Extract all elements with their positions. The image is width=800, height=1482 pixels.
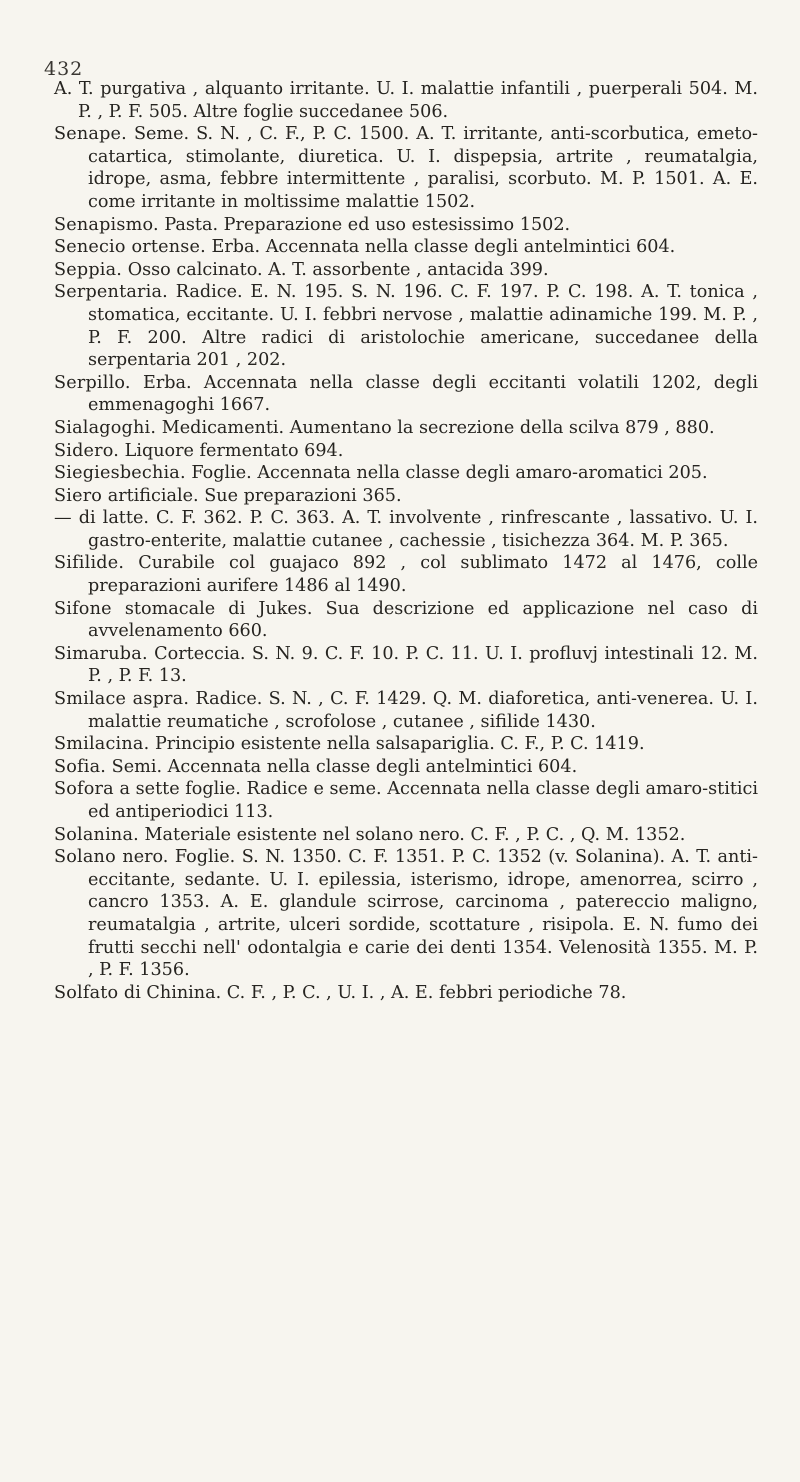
entry-head: Smilace aspra. bbox=[54, 689, 190, 710]
entry-text: Principio esistente nella salsapariglia. C. F., P. C. 1419. bbox=[149, 734, 645, 755]
entry-text: Osso calcinato. A. T. assorbente , antacida 399. bbox=[122, 259, 549, 280]
index-entry bbox=[54, 756, 758, 779]
entry-head: Serpillo. bbox=[54, 372, 131, 393]
entry-head: Solanina. bbox=[54, 824, 139, 845]
index-entry bbox=[54, 372, 758, 417]
entry-head: Siero bbox=[54, 485, 103, 506]
entry-head: Senecio ortense. bbox=[54, 237, 206, 258]
entry-text: Curabile col guajaco 892 , col sublimato 1472 al 1476, colle preparazioni aurifere 1486 al 1490. bbox=[88, 553, 758, 597]
entry-text: Pasta. Preparazione ed uso estesissimo 1502. bbox=[158, 214, 571, 235]
index-entry bbox=[54, 259, 758, 282]
entry-head: Seppia. bbox=[54, 259, 123, 280]
index-entry bbox=[54, 462, 758, 485]
index-entry bbox=[54, 78, 758, 123]
entry-text: Erba. Accennata nella classe degli antelmintici 604. bbox=[205, 237, 676, 258]
entry-text: di latte. C. F. 362. P. C. 363. A. T. involvente , rinfrescante , lassativo. U. I. gastro-enterite, malattie cutanee , cachessie , tisichezza 364. M. P. 365. bbox=[71, 508, 758, 551]
index-entry bbox=[54, 824, 758, 847]
entry-head: Siegiesbechia. bbox=[54, 463, 186, 484]
index-entry bbox=[54, 598, 758, 643]
entry-text: A. T. purgativa , alquanto irritante. U. I. malattie infantili , puerperali 504. M. P. , P. F. 505. Altre foglie succedanee 506. bbox=[54, 79, 758, 122]
entry-head: Simaruba. bbox=[54, 643, 148, 664]
entry-text: Foglie. Accennata nella classe degli amaro-aromatici 205. bbox=[185, 463, 708, 484]
index-entry bbox=[54, 846, 758, 982]
index-entry bbox=[54, 552, 758, 597]
index-entry bbox=[54, 281, 758, 371]
entry-text: Radice. E. N. 195. S. N. 196. C. F. 197. P. C. 198. A. T. tonica , stomatica, eccitante. U. I. febbri nervose , malattie adinamiche 199. M. P. , P. F. 200. Altre radici di aristolochie americane, succedanee della serpentaria 201 , 202. bbox=[88, 282, 758, 371]
entry-head: Senapismo. bbox=[54, 214, 159, 235]
index-entry bbox=[54, 507, 758, 552]
entry-text: stomacale di Jukes. Sua descrizione ed applicazione nel caso di avvelenamento 660. bbox=[88, 598, 758, 642]
index-entry bbox=[54, 236, 758, 259]
index-entry bbox=[54, 214, 758, 237]
index-entry bbox=[54, 123, 758, 213]
entry-text: Liquore fermentato 694. bbox=[119, 440, 344, 461]
entry-text: Medicamenti. Aumentano la secrezione della scilva 879 , 880. bbox=[156, 417, 715, 438]
index-entry bbox=[54, 485, 758, 508]
entry-head: Senape. bbox=[54, 124, 127, 145]
index-entry bbox=[54, 440, 758, 463]
index-entry bbox=[54, 688, 758, 733]
entry-text: di Chinina. C. F. , P. C. , U. I. , A. E. febbri periodiche 78. bbox=[118, 982, 627, 1003]
index-entry bbox=[54, 982, 758, 1005]
page-number: 432 bbox=[44, 58, 84, 80]
entry-text: Semi. Accennata nella classe degli antelmintici 604. bbox=[106, 756, 578, 777]
entry-text: artificiale. Sue preparazioni 365. bbox=[102, 485, 402, 506]
entry-text: a sette foglie. Radice e seme. Accennata nella classe degli amaro-stitici ed antiperiodici 113. bbox=[88, 779, 758, 822]
entry-head: — bbox=[54, 508, 72, 529]
entry-head: Smilacina. bbox=[54, 734, 150, 755]
index-entry bbox=[54, 733, 758, 756]
entry-text: Radice. S. N. , C. F. 1429. Q. M. diaforetica, anti-venerea. U. I. malattie reumatiche , scrofolose , cutanee , sifilide 1430. bbox=[88, 689, 758, 732]
entry-head: Solfato bbox=[54, 982, 119, 1003]
entry-head: Sidero. bbox=[54, 440, 120, 461]
entry-head: Serpentaria. bbox=[54, 282, 168, 303]
entry-text: Materiale esistente nel solano nero. C. F. , P. C. , Q. M. 1352. bbox=[138, 824, 686, 845]
entry-text: nero. Foglie. S. N. 1350. C. F. 1351. P. C. 1352 (v. Solanina). A. T. anti-eccitante, sedante. U. I. epilessia, isterismo, idrope, amenorrea, scirro , cancro 1353. A. E. glandule scirrose, carcinoma , patereccio maligno, reumatalgia , artrite, ulceri sordide, scottature , risipola. E. N. fumo dei frutti secchi nell' odontalgia e carie dei denti 1354. Velenosità 1355. M. P. , P. F. 1356. bbox=[88, 847, 758, 981]
entry-head: Sofia. bbox=[54, 756, 107, 777]
entry-head: Solano bbox=[54, 847, 116, 868]
entry-text: Erba. Accennata nella classe degli eccitanti volatili 1202, degli emmenagoghi 1667. bbox=[88, 372, 758, 416]
index-entry bbox=[54, 778, 758, 823]
entry-head: Sialagoghi. bbox=[54, 417, 157, 438]
entry-head: Sifilide. bbox=[54, 553, 125, 574]
index-entry bbox=[54, 643, 758, 688]
entry-text: Seme. S. N. , C. F., P. C. 1500. A. T. irritante, anti-scorbutica, emeto-catartica, stimolante, diuretica. U. I. dispepsia, artrite , reumatalgia, idrope, asma, febbre intermittente , paralisi, scorbuto. M. P. 1501. A. E. come irritante in moltissime malattie 1502. bbox=[88, 124, 758, 212]
entry-head: Sofora bbox=[54, 779, 114, 800]
index-entry bbox=[54, 417, 758, 440]
entry-text: Corteccia. S. N. 9. C. F. 10. P. C. 11. U. I. profluvj intestinali 12. M. P. , P. F. 13. bbox=[88, 643, 758, 687]
entry-head: Sifone bbox=[54, 598, 112, 619]
